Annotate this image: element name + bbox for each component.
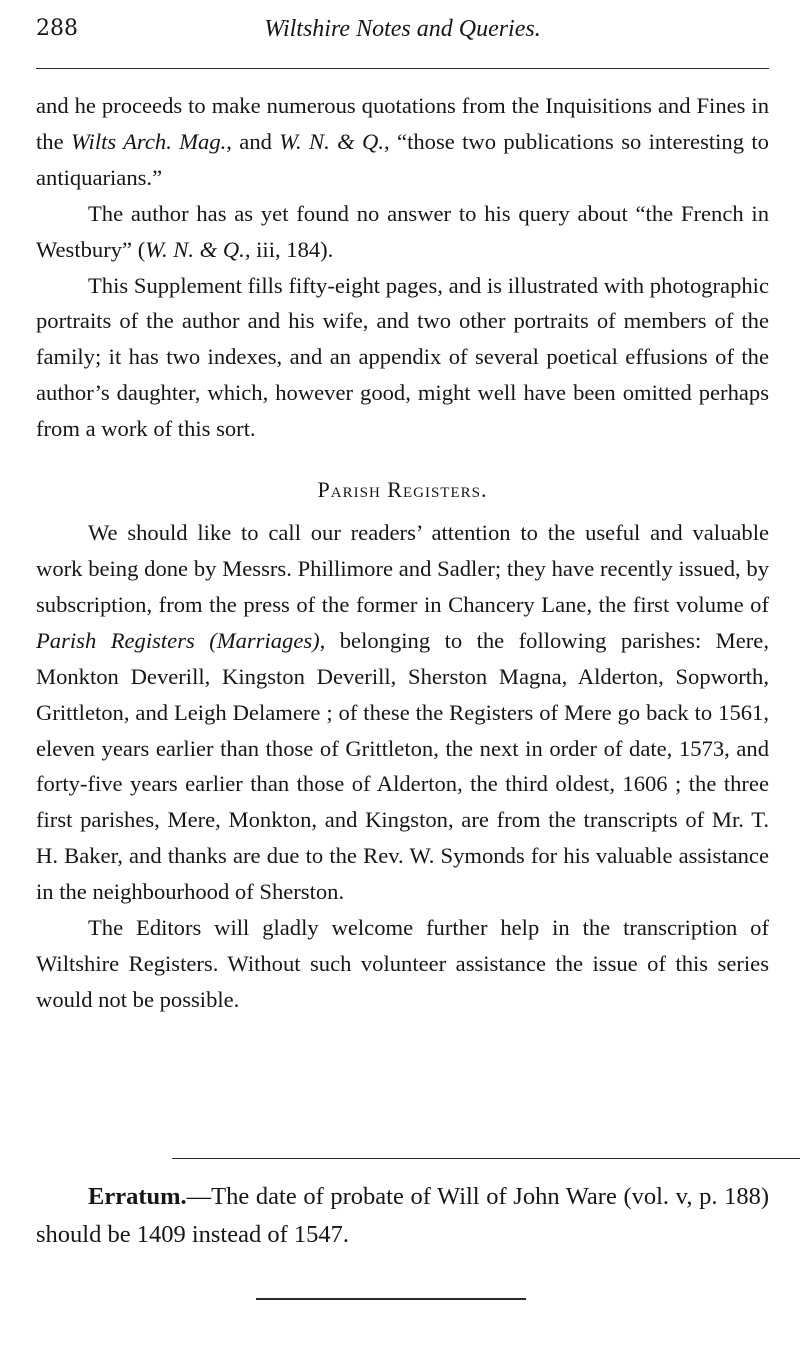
paragraph-5: The Editors will gladly welcome further help in the transcription of Wiltshire Registers. Without such volunteer assistance the issue of this series would not be possible.	[36, 915, 769, 1012]
section-rule	[172, 1158, 800, 1159]
closing-rule	[256, 1298, 526, 1300]
article-body	[36, 88, 769, 1018]
running-title: Wiltshire Notes and Queries.	[264, 16, 541, 42]
page-number: 288	[36, 16, 78, 41]
erratum-note	[36, 1178, 769, 1254]
header-rule	[36, 68, 769, 69]
paragraph-4: We should like to call our readers’ attention to the useful and valuable work being done by Messrs. Phillimore and Sadler; they have recently issued, by subscription, from the press of the former in Chancery Lane, the first volume of Parish Registers (Marriages), belonging to the following parishes: Mere, Monkton Deverill, Kingston Deverill, Sherston Magna, Alderton, Sopworth, Grittleton, and Leigh Delamere ; of these the Registers of Mere go back to 1561, eleven years earlier than those of Grittleton, the next in order of date, 1573, and forty-five years earlier than those of Alderton, the third oldest, 1606 ; the three first parishes, Mere, Monkton, and Kingston, are from the transcripts of Mr. T. H. Baker, and thanks are due to the Rev. W. Symonds for his valuable assistance in the neighbourhood of Sherston.	[36, 520, 769, 905]
paragraph-3: This Supplement fills fifty-eight pages, and is illustrated with photographic portraits of the author and his wife, and two other portraits of members of the family; it has two indexes, and an appendix of several poetical effusions of the author’s daughter, which, however good, might well have been omitted perhaps from a work of this sort.	[36, 272, 769, 442]
paragraph-1: and he proceeds to make numerous quotations from the Inquisitions and Fines in the Wilts Arch. Mag., and W. N. & Q., “those two publications so interesting to antiquarians.”	[36, 93, 769, 190]
paragraph-2: The author has as yet found no answer to his query about “the French in Westbury” (W. N. & Q., iii, 184).	[36, 200, 769, 262]
page-header	[36, 16, 769, 52]
erratum-text: —The date of probate of Will of John Ware (vol. v, p. 188) should be 1409 instead of 1547.	[36, 1183, 769, 1248]
section-heading: Parish Registers.	[317, 477, 488, 503]
erratum-label: Erratum.	[88, 1183, 187, 1210]
